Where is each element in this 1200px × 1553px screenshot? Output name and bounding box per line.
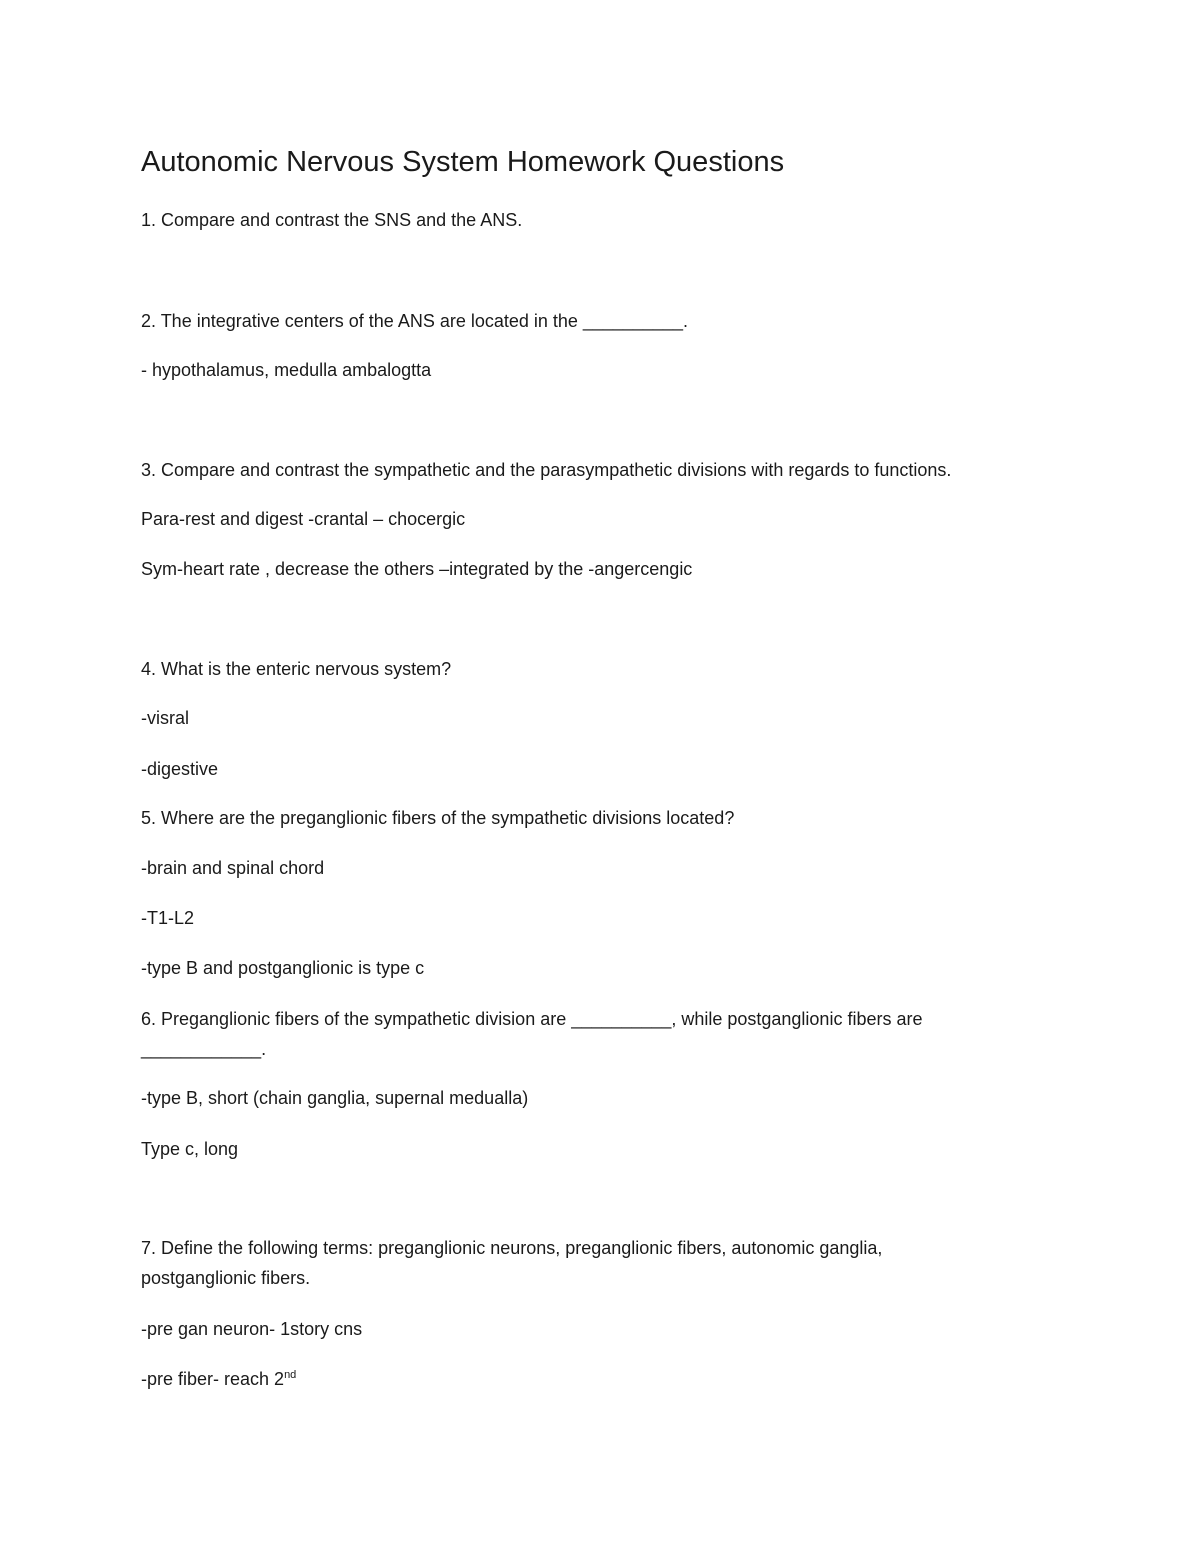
- answer-3-para: Para-rest and digest -crantal – chocergic: [141, 509, 466, 529]
- question-3: 3. Compare and contrast the sympathetic and the parasympathetic divisions with regards to functions.: [141, 460, 952, 480]
- question-2: 2. The integrative centers of the ANS are located in the __________.: [141, 311, 689, 331]
- answer-7-b: [141, 1368, 296, 1390]
- question-5: 5. Where are the preganglionic fibers of the sympathetic divisions located?: [141, 808, 735, 828]
- document-title: Autonomic Nervous System Homework Questions: [141, 146, 785, 178]
- answer-5-b: -T1-L2: [141, 908, 195, 928]
- question-7-line-1: 7. Define the following terms: preganglionic neurons, preganglionic fibers, autonomic ganglia,: [141, 1238, 883, 1258]
- answer-7-a: -pre gan neuron- 1story cns: [141, 1319, 363, 1339]
- question-4: 4. What is the enteric nervous system?: [141, 659, 452, 679]
- question-1: 1. Compare and contrast the SNS and the ANS.: [141, 210, 523, 230]
- answer-5-c: -type B and postganglionic is type c: [141, 958, 425, 978]
- answer-4-a: -visral: [141, 708, 189, 728]
- answer-6-a: -type B, short (chain ganglia, supernal medualla): [141, 1088, 529, 1108]
- question-7-line-2: postganglionic fibers.: [141, 1268, 311, 1288]
- question-6-line-2: ____________.: [141, 1039, 267, 1059]
- answer-3-sym: Sym-heart rate , decrease the others –integrated by the -angercengic: [141, 559, 693, 579]
- answer-4-b: -digestive: [141, 759, 219, 779]
- answer-6-b: Type c, long: [141, 1139, 239, 1159]
- answer-7-b-text: -pre fiber- reach 2: [141, 1369, 285, 1389]
- answer-5-a: -brain and spinal chord: [141, 858, 325, 878]
- question-6-line-1: 6. Preganglionic fibers of the sympathetic division are __________, while postganglionic fibers are: [141, 1009, 923, 1029]
- answer-7-b-superscript: nd: [284, 1369, 297, 1381]
- answer-2: - hypothalamus, medulla ambalogtta: [141, 360, 432, 380]
